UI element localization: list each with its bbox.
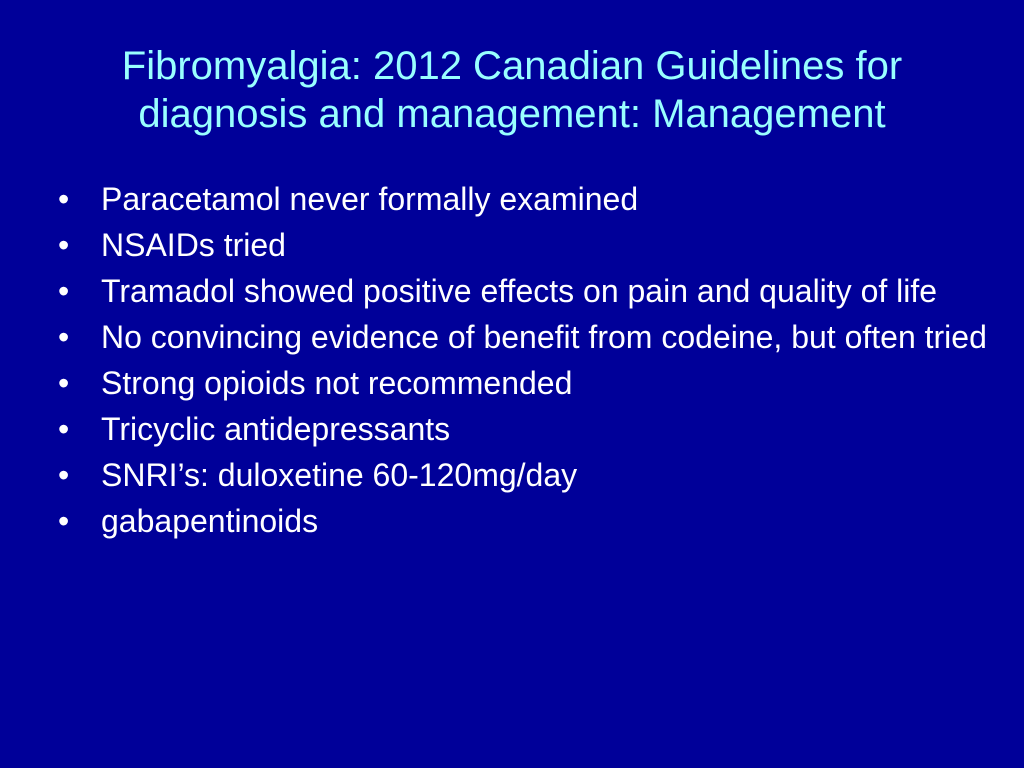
bullet-text: NSAIDs tried xyxy=(101,227,286,263)
bullet-text: Paracetamol never formally examined xyxy=(101,181,639,217)
bullet-text: gabapentinoids xyxy=(101,503,319,539)
bullet-icon: • xyxy=(58,227,70,263)
slide-title: Fibromyalgia: 2012 Canadian Guidelines for diagnosis and management: Management xyxy=(121,44,903,136)
bullet-text: No convincing evidence of benefit from codeine, but often tried xyxy=(101,319,987,355)
bullet-text: Tricyclic antidepressants xyxy=(101,411,451,447)
bullet-text: Strong opioids not recommended xyxy=(101,365,573,401)
bullet-icon: • xyxy=(58,365,70,401)
bullet-item-tramadol xyxy=(58,273,988,310)
bullet-list xyxy=(58,181,988,549)
bullet-item-strong-opioids xyxy=(58,365,988,402)
bullet-text: Tramadol showed positive effects on pain and quality of life xyxy=(101,273,938,309)
bullet-item-gabapentinoids xyxy=(58,503,988,540)
bullet-item-nsaids xyxy=(58,227,988,264)
bullet-item-snris xyxy=(58,457,988,494)
bullet-item-codeine xyxy=(58,319,988,356)
bullet-item-paracetamol xyxy=(58,181,988,218)
bullet-item-tricyclic xyxy=(58,411,988,448)
bullet-icon: • xyxy=(58,319,70,355)
bullet-icon: • xyxy=(58,503,70,539)
bullet-icon: • xyxy=(58,273,70,309)
bullet-text: SNRI’s: duloxetine 60-120mg/day xyxy=(101,457,578,493)
bullet-icon: • xyxy=(58,411,70,447)
bullet-icon: • xyxy=(58,181,70,217)
bullet-icon: • xyxy=(58,457,70,493)
